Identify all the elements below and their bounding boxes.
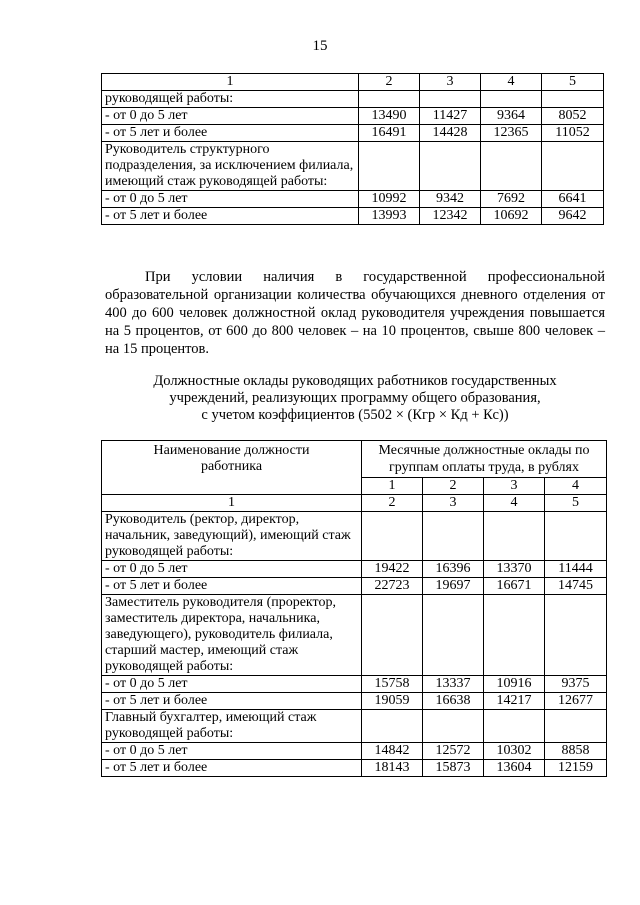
- value-cell: 8858: [545, 743, 607, 760]
- position-header: Наименование должности работника: [102, 441, 362, 495]
- value-cell: 11427: [420, 108, 481, 125]
- position-cell: - от 0 до 5 лет: [102, 743, 362, 760]
- salary-table-continued: [101, 73, 604, 225]
- group-number-cell: 4: [545, 478, 607, 495]
- position-cell: - от 0 до 5 лет: [102, 561, 362, 578]
- value-cell: 12677: [545, 693, 607, 710]
- table-row: [102, 595, 607, 676]
- value-cell: [359, 142, 420, 191]
- value-cell: 10916: [484, 676, 545, 693]
- value-cell: 13993: [359, 208, 420, 225]
- value-cell: [545, 595, 607, 676]
- value-cell: 16638: [423, 693, 484, 710]
- position-cell: Руководитель (ректор, директор, начальник, заведующий), имеющий стаж руководящей работы:: [102, 512, 362, 561]
- position-cell: Главный бухгалтер, имеющий стаж руководящей работы:: [102, 710, 362, 743]
- index-cell: 2: [362, 495, 423, 512]
- value-cell: [484, 710, 545, 743]
- value-cell: [545, 710, 607, 743]
- position-cell: Заместитель руководителя (проректор, заместитель директора, начальника, заведующего), руководитель филиала, старший мастер, имеющий стаж руководящей работы:: [102, 595, 362, 676]
- value-cell: 19422: [362, 561, 423, 578]
- table-row: [102, 561, 607, 578]
- value-cell: [420, 142, 481, 191]
- value-cell: 10692: [481, 208, 542, 225]
- position-cell: - от 5 лет и более: [102, 760, 362, 777]
- table-row: [102, 191, 604, 208]
- value-cell: 9342: [420, 191, 481, 208]
- value-cell: 14428: [420, 125, 481, 142]
- value-cell: [481, 91, 542, 108]
- value-cell: [420, 91, 481, 108]
- table-row: [102, 710, 607, 743]
- value-cell: [359, 91, 420, 108]
- value-cell: 19059: [362, 693, 423, 710]
- heading-line: Должностные оклады руководящих работников государственных: [153, 373, 557, 389]
- heading-line: учреждений, реализующих программу общего образования,: [169, 390, 541, 406]
- value-cell: 12159: [545, 760, 607, 777]
- heading-line: с учетом коэффициентов (5502 × (Кгр × Кд + Кс)): [201, 407, 509, 423]
- value-cell: [542, 142, 604, 191]
- value-cell: [481, 142, 542, 191]
- value-cell: 13370: [484, 561, 545, 578]
- table-row: [102, 208, 604, 225]
- value-cell: [542, 91, 604, 108]
- table-row: [102, 676, 607, 693]
- value-cell: [545, 512, 607, 561]
- value-cell: [423, 595, 484, 676]
- value-cell: 9364: [481, 108, 542, 125]
- header-cell: 5: [542, 74, 604, 91]
- value-cell: 11444: [545, 561, 607, 578]
- value-cell: 6641: [542, 191, 604, 208]
- value-cell: [423, 512, 484, 561]
- index-cell: 1: [102, 495, 362, 512]
- group-number-cell: 1: [362, 478, 423, 495]
- group-number-cell: 3: [484, 478, 545, 495]
- value-cell: 12342: [420, 208, 481, 225]
- table-row: [102, 512, 607, 561]
- position-cell: - от 0 до 5 лет: [102, 191, 359, 208]
- value-cell: 16396: [423, 561, 484, 578]
- value-cell: 13490: [359, 108, 420, 125]
- table-row: [102, 693, 607, 710]
- position-cell: руководящей работы:: [102, 91, 359, 108]
- page-number: 15: [312, 38, 328, 54]
- table-row: [102, 743, 607, 760]
- group-number-cell: 2: [423, 478, 484, 495]
- position-cell: - от 0 до 5 лет: [102, 676, 362, 693]
- header-cell: 4: [481, 74, 542, 91]
- value-cell: 15873: [423, 760, 484, 777]
- index-cell: 4: [484, 495, 545, 512]
- index-cell: 3: [423, 495, 484, 512]
- value-cell: 7692: [481, 191, 542, 208]
- value-cell: 11052: [542, 125, 604, 142]
- value-cell: [423, 710, 484, 743]
- table-header-row: [102, 74, 604, 91]
- value-cell: 10302: [484, 743, 545, 760]
- body-paragraph: При условии наличия в государственной профессиональной образовательной организации количества обучающихся дневного отделения от 400 до 600 человек должностной оклад руководителя учреждения повышается на 5 процентов, от 600 до 800 человек – на 10 процентов, свыше 800 человек – на 15 процентов.: [105, 269, 605, 357]
- value-cell: 14842: [362, 743, 423, 760]
- value-cell: 19697: [423, 578, 484, 595]
- header-cell: 2: [359, 74, 420, 91]
- position-cell: - от 0 до 5 лет: [102, 108, 359, 125]
- value-cell: 16671: [484, 578, 545, 595]
- table-heading: [105, 373, 605, 424]
- position-cell: Руководитель структурного подразделения, за исключением филиала, имеющий стаж руководящей работы:: [102, 142, 359, 191]
- position-cell: - от 5 лет и более: [102, 693, 362, 710]
- value-cell: 14217: [484, 693, 545, 710]
- value-cell: 9642: [542, 208, 604, 225]
- table-row: [102, 108, 604, 125]
- value-cell: 13337: [423, 676, 484, 693]
- salary-table-general-education: [101, 440, 607, 777]
- value-cell: 22723: [362, 578, 423, 595]
- value-cell: [362, 710, 423, 743]
- table-row: [102, 125, 604, 142]
- value-cell: [362, 512, 423, 561]
- position-cell: - от 5 лет и более: [102, 125, 359, 142]
- value-cell: [484, 512, 545, 561]
- salary-header: Месячные должностные оклады по группам оплаты труда, в рублях: [362, 441, 607, 478]
- table-header-row: [102, 441, 607, 478]
- value-cell: 12365: [481, 125, 542, 142]
- value-cell: 10992: [359, 191, 420, 208]
- header-cell: 3: [420, 74, 481, 91]
- table-row: [102, 91, 604, 108]
- table-row: [102, 578, 607, 595]
- value-cell: [484, 595, 545, 676]
- value-cell: [362, 595, 423, 676]
- index-row: [102, 495, 607, 512]
- value-cell: 16491: [359, 125, 420, 142]
- table-row: [102, 760, 607, 777]
- value-cell: 8052: [542, 108, 604, 125]
- value-cell: 13604: [484, 760, 545, 777]
- table-row: [102, 142, 604, 191]
- header-cell: 1: [102, 74, 359, 91]
- position-cell: - от 5 лет и более: [102, 578, 362, 595]
- value-cell: 9375: [545, 676, 607, 693]
- value-cell: 18143: [362, 760, 423, 777]
- position-cell: - от 5 лет и более: [102, 208, 359, 225]
- index-cell: 5: [545, 495, 607, 512]
- value-cell: 14745: [545, 578, 607, 595]
- value-cell: 12572: [423, 743, 484, 760]
- value-cell: 15758: [362, 676, 423, 693]
